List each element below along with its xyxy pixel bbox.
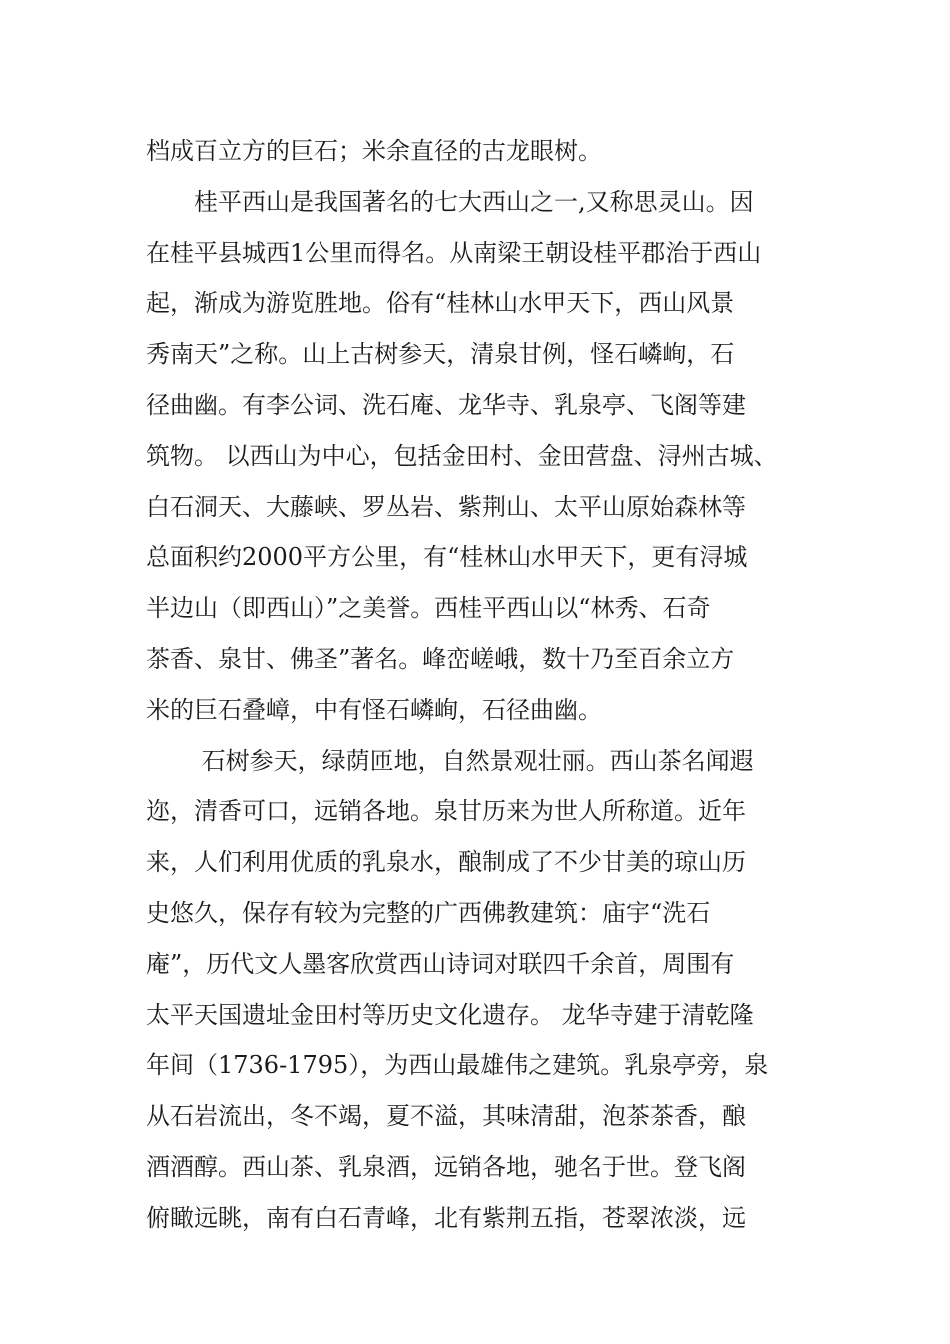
text-line: 起，渐成为游览胜地。俗有“桂林山水甲天下，西山风景: [146, 289, 735, 318]
text-line: 从石岩流出，冬不竭，夏不溢，其味清甜，泡茶茶香，酿: [146, 1102, 746, 1131]
text-line: 半边山（即西山）”之美誉。西桂平西山以“林秀、石奇: [146, 594, 711, 623]
text-line: 档成百立方的巨石；米余直径的古龙眼树。: [146, 137, 602, 165]
text-line: 米的巨石叠嶂，中有怪石嶙峋，石径曲幽。: [146, 695, 602, 724]
text-line: 茶香、泉甘、佛圣”著名。峰峦嵯峨，数十乃至百余立方: [146, 644, 735, 673]
text-line: 来，人们利用优质的乳泉水，酿制成了不少甘美的琼山历: [146, 848, 746, 877]
text-line: 太平天国遗址金田村等历史文化遗存。 龙华寺建于清乾隆: [146, 1000, 754, 1029]
text-line: 秀南天”之称。山上古树参天，清泉甘例，怪石嶙峋，石: [146, 340, 735, 369]
text-line: 筑物。 以西山为中心，包括金田村、金田营盘、浔州古城、: [146, 441, 778, 470]
text-line: 酒酒醇。西山茶、乳泉酒，远销各地，驰名于世。登飞阁: [146, 1152, 746, 1181]
body-text: [146, 126, 826, 1244]
text-line: 俯瞰远眺，南有白石青峰，北有紫荆五指，苍翠浓淡，远: [146, 1203, 746, 1232]
text-line: 桂平西山是我国著名的七大西山之一,又称思灵山。因: [146, 187, 754, 216]
text-line: 庵”，历代文人墨客欣赏西山诗词对联四千余首，周围有: [146, 949, 735, 978]
text-line: 总面积约2000平方公里，有“桂林山水甲天下，更有浔城: [146, 543, 748, 572]
text-line: 径曲幽。有李公词、洗石庵、龙华寺、乳泉亭、飞阁等建: [146, 390, 746, 419]
text-line: 史悠久，保存有较为完整的广西佛教建筑：庙宇“洗石: [146, 898, 711, 927]
text-line: 迩，清香可口，远销各地。泉甘历来为世人所称道。近年: [146, 797, 746, 826]
text-line: 石树参天，绿荫匝地，自然景观壮丽。西山茶名闻遐: [146, 746, 754, 775]
text-line: 在桂平县城西1公里而得名。从南梁王朝设桂平郡治于西山: [146, 238, 762, 267]
text-line: 年间（1736-1795），为西山最雄伟之建筑。乳泉亭旁，泉: [146, 1051, 769, 1080]
text-line: 白石洞天、大藤峡、罗丛岩、紫荆山、太平山原始森林等: [146, 492, 746, 521]
